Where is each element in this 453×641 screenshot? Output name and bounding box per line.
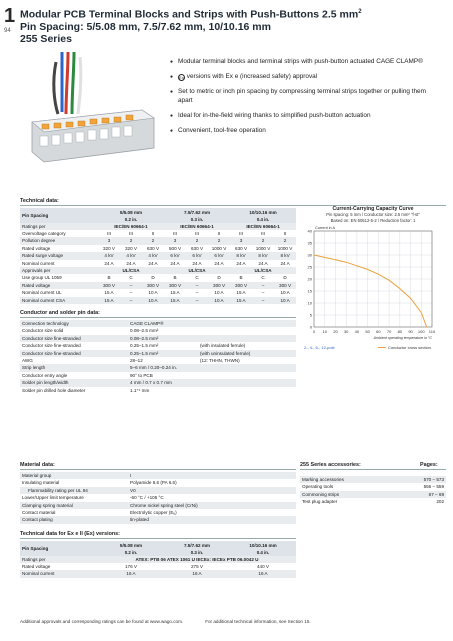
- spec-row-label: Rated surge voltage: [20, 252, 98, 259]
- ex-approval-icon: Ex: [179, 75, 184, 81]
- spec-cell: 2: [252, 237, 274, 244]
- spec-cell: UL/CSA: [230, 267, 296, 274]
- chart-y-tick: 40: [307, 228, 312, 234]
- spec-cell: –: [129, 290, 133, 296]
- spec-row: [20, 289, 296, 296]
- feature-list: [170, 58, 440, 142]
- spec-cell: 15 A: [164, 297, 186, 304]
- chart-subtitle-2: Based on: EN 60512-5-2 / Reduction factor: 1: [330, 217, 416, 223]
- conductor-value: 0.08–2.5 mm²: [130, 328, 159, 334]
- spec-cell: 3: [230, 237, 252, 244]
- spec-cell: III: [239, 230, 243, 236]
- spec-cell: IEC/EN 60664-1: [230, 223, 296, 230]
- material-row: [20, 502, 296, 509]
- material-label: Insulating material: [22, 480, 60, 486]
- chart-legend-right: Conductor cross section: [388, 345, 431, 350]
- spec-cell: III: [107, 230, 111, 236]
- chart-y-tick: 25: [307, 264, 312, 270]
- material-row: [20, 516, 296, 523]
- spec-cell: 10 A: [214, 290, 224, 296]
- conductor-note: (12: THHN, THWN): [200, 358, 240, 364]
- chart-x-tick: 90: [408, 329, 413, 334]
- spec-cell: 2: [120, 237, 142, 244]
- accessory-pages: 570 – 573: [395, 476, 446, 483]
- spec-cell: C: [261, 275, 265, 281]
- accessory-row: [300, 498, 446, 505]
- material-value: -60 °C / +105 °C: [130, 495, 164, 501]
- ex-group-metric: 10/10.16 mm: [230, 541, 296, 550]
- spec-cell: –: [252, 297, 274, 304]
- chart-x-tick: 50: [365, 329, 370, 334]
- material-value: Polyamide 6.6 (PA 6.6): [130, 480, 177, 486]
- conductor-row: [20, 387, 296, 394]
- accessory-pages: 67 – 69: [395, 491, 446, 498]
- spec-cell: 6 kV: [208, 252, 230, 259]
- spec-cell: UL/CSA: [98, 267, 164, 274]
- chart-x-tick: 40: [354, 329, 360, 334]
- conductor-value: 28–12: [130, 358, 143, 364]
- spec-row: [20, 230, 296, 237]
- ex-cell: 440 V: [256, 563, 269, 569]
- ex-group-inch: 0.2 in.: [98, 550, 164, 556]
- spec-cell: 300 V: [208, 282, 230, 289]
- material-row: [20, 487, 296, 494]
- spec-cell: 15 A: [230, 297, 252, 304]
- spec-cell: 1000 V: [255, 245, 271, 251]
- ex-group-metric: 5/5.08 mm: [98, 541, 164, 550]
- material-row: [20, 509, 296, 516]
- spec-cell: –: [186, 282, 208, 289]
- spec-cell: –: [252, 282, 274, 289]
- spec-cell: 15 A: [236, 290, 246, 296]
- accessory-label: Test plug adapter: [302, 499, 338, 505]
- material-row: [20, 479, 296, 486]
- spec-cell: 1000 V: [277, 245, 293, 251]
- conductor-row: [20, 364, 296, 371]
- spec-cell: UL/CSA: [164, 267, 230, 274]
- ex-cell: 16 A: [164, 570, 230, 577]
- spec-cell: 500 V: [169, 245, 182, 251]
- spec-row-label: Approvals per: [20, 267, 98, 274]
- title-line-2: Pin Spacing: 5/5.08 mm, 7.5/7.62 mm, 10/10.16 mm: [20, 20, 271, 33]
- spec-cell: 15 A: [98, 297, 120, 304]
- title-line-3: 255 Series: [20, 32, 72, 45]
- spec-row-label: Use group UL 1059: [22, 275, 62, 281]
- technical-data-table: [20, 208, 296, 304]
- current-capacity-chart: [300, 206, 446, 370]
- material-value: V0: [128, 487, 296, 494]
- product-photo: [22, 52, 158, 170]
- spec-cell: 630 V: [191, 245, 204, 251]
- chart-subtitle: Pin spacing: 5 mm / Conductor size: 2.5 mm² "f-st": [326, 212, 420, 217]
- conductor-label: Strip length: [20, 364, 128, 371]
- conductor-value: 0.25–1.5 mm²: [130, 343, 159, 349]
- conductor-note: (with uninsulated ferrule): [198, 350, 296, 357]
- conductor-data-heading: Conductor and solder pin data:: [20, 310, 100, 316]
- conductor-label: Conductor size fine-stranded: [20, 335, 128, 342]
- group-metric: 7.5/7.62 mm: [164, 208, 230, 217]
- spec-cell: 10 A: [148, 290, 158, 296]
- conductor-value: 5–6 mm / 0.20–0.24 in.: [128, 364, 198, 371]
- ex-ratings-value: ATEX: PTB 06 ATEX 1061 U IECEx: IECEx PTB 06.0042 U: [98, 556, 296, 563]
- conductor-note: [198, 327, 296, 334]
- accessories-table: [300, 476, 446, 506]
- spec-cell: III: [261, 230, 265, 236]
- spec-cell: D: [217, 275, 221, 281]
- ex-cell: 176 V: [124, 563, 137, 569]
- page-number: 94: [4, 28, 11, 34]
- spec-cell: 630 V: [147, 245, 160, 251]
- spec-row-label: Rated voltage: [22, 245, 51, 251]
- chart-x-tick: 20: [333, 329, 338, 334]
- spec-cell: D: [151, 275, 155, 281]
- group-inch: 0.2 in.: [98, 217, 164, 223]
- chapter-number: 1: [4, 5, 16, 27]
- ex-cell: 275 V: [190, 563, 203, 569]
- spec-row-label: Pollution degree: [20, 237, 98, 244]
- page-title: [20, 6, 440, 45]
- ex-pin-spacing-label: Pin Spacing: [20, 541, 98, 556]
- conductor-row: [20, 342, 296, 349]
- spec-row-label: Overvoltage category: [22, 230, 66, 236]
- ex-group-inch: 0.3 in.: [164, 550, 230, 556]
- conductor-note: [198, 335, 296, 342]
- spec-cell: 300 V: [230, 282, 252, 289]
- accessory-pages: 202: [436, 499, 444, 505]
- ex-data-heading: Technical data for Ex e II (Ex) versions:: [20, 531, 120, 537]
- conductor-note: (with insulated ferrule): [200, 343, 246, 349]
- technical-data-heading: Technical data:: [20, 198, 59, 204]
- conductor-label: Conductor size fine-stranded: [22, 343, 81, 349]
- feature-item: ● Modular terminal blocks and terminal strips with push-button actuated CAGE CLAMP®: [170, 58, 440, 67]
- spec-cell: B: [239, 275, 243, 281]
- conductor-label: Solder pin length/width: [20, 379, 128, 386]
- conductor-note: [198, 387, 296, 394]
- spec-cell: 10 A: [208, 297, 230, 304]
- spec-cell: D: [283, 275, 287, 281]
- spec-row-label: Rated voltage: [20, 282, 98, 289]
- chart-plot: [300, 223, 446, 363]
- conductor-note: [198, 364, 296, 371]
- spec-cell: 1000 V: [211, 245, 227, 251]
- accessories-heading: 255 Series accessories:: [300, 462, 361, 468]
- spec-cell: II: [217, 230, 221, 236]
- spec-cell: 24 A: [104, 260, 114, 266]
- material-data-table: [20, 472, 296, 524]
- chart-x-tick: 0: [312, 329, 316, 334]
- title-superscript: 2: [358, 9, 362, 15]
- spec-cell: –: [195, 290, 199, 296]
- spec-cell: 24 A: [192, 260, 202, 266]
- spec-cell: 2: [274, 237, 296, 244]
- chart-y-tick: 5: [309, 312, 312, 318]
- spec-cell: 3: [164, 237, 186, 244]
- material-value: I: [128, 472, 296, 479]
- material-label: Contact material: [22, 510, 56, 516]
- spec-row-label: Ratings per: [20, 223, 98, 230]
- spec-row-label: Nominal current: [22, 260, 55, 266]
- conductor-label: Conductor entry angle: [22, 372, 68, 378]
- conductor-data-table: [20, 320, 296, 394]
- spec-cell: II: [151, 230, 155, 236]
- conductor-label: AWG: [22, 358, 33, 364]
- chart-y-tick: 15: [307, 288, 312, 294]
- spec-cell: IEC/EN 60664-1: [98, 223, 164, 230]
- accessory-label: Commoning strips: [300, 491, 395, 498]
- chapter-marker: [4, 6, 18, 34]
- conductor-row: [20, 335, 296, 342]
- feature-item: ● Ideal for in-the-field wiring thanks to simplified push-button actuation: [170, 112, 440, 121]
- spec-cell: –: [120, 282, 142, 289]
- chart-y-tick: 35: [307, 240, 312, 246]
- spec-cell: C: [129, 275, 133, 281]
- footer-right: For additional technical information, see Section 15.: [205, 619, 311, 624]
- spec-cell: 10 A: [274, 297, 296, 304]
- spec-cell: IEC/EN 60664-1: [164, 223, 230, 230]
- group-inch: 0.3 in.: [164, 217, 230, 223]
- accessory-label: Operating tools: [302, 484, 334, 490]
- accessory-label: Marking accessories: [300, 476, 395, 483]
- conductor-note: [198, 379, 296, 386]
- chart-x-tick: 100: [417, 329, 425, 334]
- spec-cell: 10 A: [142, 297, 164, 304]
- conductor-value: 1.1⁺¹ mm: [130, 387, 150, 393]
- spec-row-label: Nominal current UL: [22, 290, 62, 296]
- ex-row-label: Nominal current: [20, 570, 98, 577]
- spec-cell: III: [173, 230, 177, 236]
- spec-cell: B: [107, 275, 111, 281]
- spec-cell: 8 kV: [274, 252, 296, 259]
- chart-x-tick: 70: [386, 329, 392, 334]
- spec-cell: 320 V: [102, 245, 115, 251]
- spec-cell: 2: [208, 237, 230, 244]
- spec-cell: 15 A: [104, 290, 114, 296]
- feature-item: ● Set to metric or inch pin spacing by compressing terminal strips together or pulling them apart: [170, 88, 440, 105]
- conductor-row: [20, 320, 296, 327]
- accessory-row: [300, 491, 446, 498]
- spec-row: [20, 223, 296, 230]
- material-label: Contact plating: [20, 516, 128, 523]
- chart-title: Current-Carrying Capacity Curve: [332, 206, 414, 212]
- spec-cell: –: [120, 297, 142, 304]
- conductor-row: [20, 372, 296, 379]
- chart-x-tick: 110: [428, 329, 436, 334]
- spec-cell: 24 A: [148, 260, 158, 266]
- ex-group-inch: 0.4 in.: [230, 550, 296, 556]
- conductor-row: [20, 327, 296, 334]
- spec-cell: 24 A: [280, 260, 290, 266]
- spec-row-label: Nominal current CSA: [20, 297, 98, 304]
- spec-cell: 4 kV: [98, 252, 120, 259]
- divider: [300, 469, 446, 470]
- ex-data-table: [20, 541, 296, 578]
- spec-cell: 300 V: [98, 282, 120, 289]
- conductor-note: [198, 320, 296, 327]
- spec-cell: 300 V: [142, 282, 164, 289]
- spec-cell: 4 kV: [120, 252, 142, 259]
- conductor-row: [20, 350, 296, 357]
- material-label: Clamping spring material: [20, 502, 128, 509]
- divider: [20, 317, 296, 318]
- spec-cell: 2: [142, 237, 164, 244]
- footer-left: Additional approvals and corresponding ratings can be found at www.wago.com.: [20, 619, 184, 624]
- spec-row: [20, 245, 296, 252]
- chart-x-tick: 80: [397, 329, 403, 334]
- conductor-value: 4 mm / 0.7 x 0.7 mm: [128, 379, 198, 386]
- title-line-1: Modular PCB Terminal Blocks and Strips with Push-Buttons 2.5 mm: [20, 8, 359, 21]
- chart-y-tick: 10: [307, 300, 312, 306]
- spec-cell: C: [195, 275, 199, 281]
- conductor-label: Conductor size solid: [22, 328, 64, 334]
- chart-x-tick: 60: [376, 329, 381, 334]
- material-label: Material group: [20, 472, 128, 479]
- spec-cell: 3: [98, 237, 120, 244]
- spec-cell: 15 A: [170, 290, 180, 296]
- spec-cell: III: [195, 230, 199, 236]
- spec-cell: 10 A: [280, 290, 290, 296]
- conductor-value: 0.08–2.5 mm²: [128, 335, 198, 342]
- ex-cell: 16 A: [230, 570, 296, 577]
- material-value: tin-plated: [128, 516, 296, 523]
- chart-y-tick: 20: [307, 276, 312, 282]
- conductor-label: Solder pin drilled hole diameter: [22, 387, 86, 393]
- spec-row: [20, 274, 296, 281]
- spec-cell: 6 kV: [186, 252, 208, 259]
- spec-cell: III: [129, 230, 133, 236]
- spec-cell: 24 A: [258, 260, 268, 266]
- ex-cell: 16 A: [98, 570, 164, 577]
- spec-cell: 8 kV: [252, 252, 274, 259]
- spec-row: [20, 260, 296, 267]
- feature-item: ● Convenient, tool-free operation: [170, 127, 440, 136]
- chart-x-label: Ambient operating temperature in °C: [373, 336, 432, 340]
- chart-x-tick: 10: [322, 329, 327, 334]
- conductor-label: Conductor size fine-stranded: [20, 350, 128, 357]
- chart-y-label: Current in A: [315, 226, 336, 230]
- conductor-label: Connection technology: [20, 320, 128, 327]
- spec-cell: –: [186, 297, 208, 304]
- accessory-pages: 556 – 559: [423, 484, 444, 490]
- chart-y-tick: 0: [309, 324, 312, 330]
- spec-cell: II: [283, 230, 287, 236]
- divider: [20, 538, 296, 539]
- material-data-heading: Material data:: [20, 462, 55, 468]
- conductor-row: [20, 357, 296, 364]
- footer-note: [20, 619, 311, 624]
- accessory-row: [300, 483, 446, 490]
- spec-cell: 4 kV: [142, 252, 164, 259]
- spec-cell: –: [261, 290, 265, 296]
- conductor-value: 0.25–1.5 mm²: [128, 350, 198, 357]
- spec-cell: 2: [186, 237, 208, 244]
- ex-group-metric: 7.5/7.62 mm: [164, 541, 230, 550]
- spec-cell: 300 V: [274, 282, 296, 289]
- conductor-value: 90° to PCB: [130, 372, 153, 378]
- pin-spacing-label: Pin Spacing: [20, 208, 98, 223]
- spec-row: [20, 252, 296, 259]
- material-value: Electrolytic copper (Eᵤ): [130, 510, 177, 516]
- material-label: Lower/Upper limit temperature: [22, 495, 84, 501]
- spec-row: [20, 267, 296, 274]
- material-label: Flammability rating per UL 94: [20, 487, 128, 494]
- spec-cell: B: [173, 275, 177, 281]
- group-inch: 0.4 in.: [230, 217, 296, 223]
- conductor-value: CAGE CLAMP®: [128, 320, 198, 327]
- spec-row: [20, 237, 296, 244]
- spec-row: [20, 297, 296, 304]
- divider: [20, 469, 296, 470]
- accessories-pages-label: Pages:: [420, 462, 438, 468]
- conductor-row: [20, 379, 296, 386]
- spec-cell: 630 V: [235, 245, 248, 251]
- material-value: Chrome nickel spring steel (CrNi): [128, 502, 296, 509]
- spec-cell: 24 A: [236, 260, 246, 266]
- group-metric: 10/10.16 mm: [230, 208, 296, 217]
- spec-cell: 6 kV: [164, 252, 186, 259]
- ex-ratings-label: Ratings per: [20, 556, 98, 563]
- material-row: [20, 472, 296, 479]
- material-row: [20, 494, 296, 501]
- spec-cell: 8 kV: [230, 252, 252, 259]
- spec-cell: 24 A: [126, 260, 136, 266]
- chart-x-tick: 30: [343, 329, 349, 334]
- feature-item: ● Ex versions with Ex e (increased safety) approval: [170, 73, 440, 82]
- spec-cell: 320 V: [124, 245, 137, 251]
- spec-cell: 24 A: [214, 260, 224, 266]
- spec-cell: 24 A: [170, 260, 180, 266]
- accessory-row: [300, 476, 446, 483]
- group-metric: 5/5.08 mm: [98, 208, 164, 217]
- conductor-note: [198, 372, 296, 379]
- spec-cell: 300 V: [164, 282, 186, 289]
- spec-row: [20, 282, 296, 289]
- chart-y-tick: 30: [307, 252, 312, 258]
- ex-row-label: Rated voltage: [22, 563, 51, 569]
- chart-legend-left: 2-, 4-, 6-, 12-pole: [304, 345, 335, 350]
